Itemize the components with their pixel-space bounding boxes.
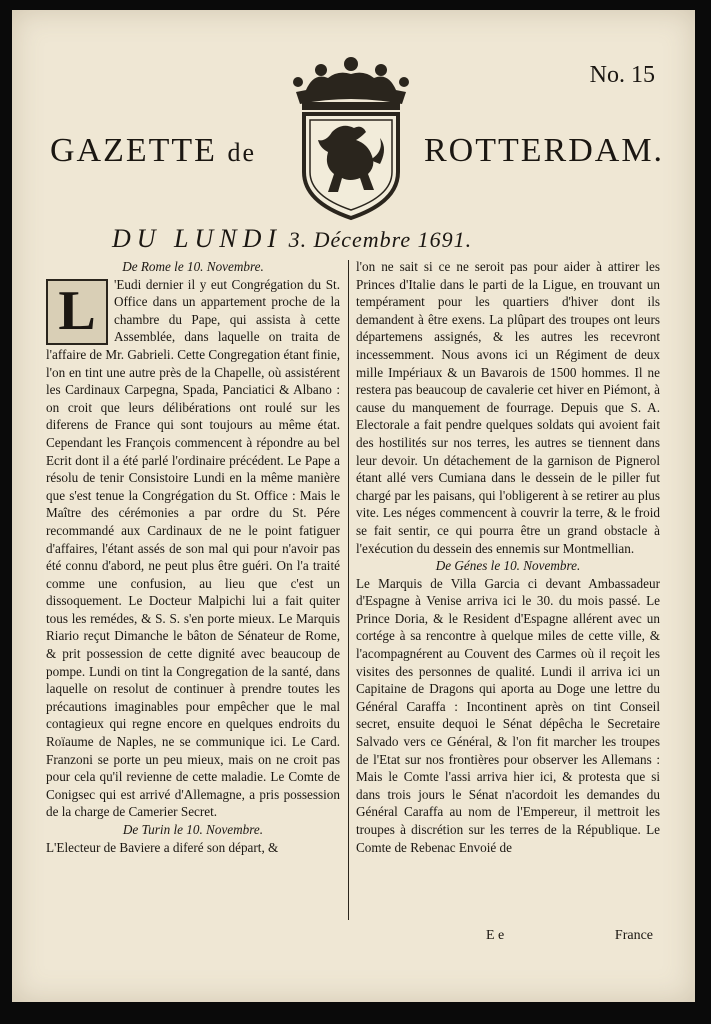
catchword: France — [614, 928, 653, 943]
column-divider — [348, 260, 349, 920]
masthead-title-left — [50, 132, 256, 170]
signature-mark: E e — [486, 928, 505, 943]
article-genoa: Le Marquis de Villa Garcia ci devant Ambassadeur d'Espagne à Venise arriva ici le 30. du mois passé. Le Prince Doria, & le Resident d'Espagne allérent avec un cortége à sa rencontre à quelque miles de cette ville, & l'acompagnérent au Couvent des Carmes où il reçoit les visites des personnes de qualité. Lundi il arriva ici un Capitaine de Dragons qui aporta au Doge une lettre du Général Caraffa : Incontinent après on tint Conseil secret, ensuite dequoi le Sénat dépêcha le Secretaire Salvado vers ce Général, & l'on fit marcher les troupes de l'Etat sur nos frontières pour observer les Allemans : Mais le Comte l'assi arriva hier ici, & protesta que si dans trois jours le Sénat n'acordoit les demandes du Général Caraffa au nom de l'Empereur, il mettroit les troupes à discrétion sur les terres de la République. Le Comte de Rebenac Envoié de — [356, 575, 660, 855]
decorated-initial — [46, 279, 108, 345]
masthead-connector: de — [227, 138, 256, 167]
news-heading-turin: De Turin le 10. Novembre. — [122, 822, 264, 837]
left-column — [46, 258, 340, 856]
issue-number: No. 15 — [589, 62, 655, 88]
masthead-title-right: ROTTERDAM. — [424, 132, 665, 169]
dateline — [112, 224, 592, 254]
decorated-initial-letter: L — [58, 279, 96, 342]
news-heading-rome: De Rome le 10. Novembre. — [122, 259, 264, 274]
article-turin-start: L'Electeur de Baviere a diferé son départ, & — [46, 839, 279, 855]
newspaper-page — [12, 10, 695, 1002]
dateline-date: 3. Décembre 1691. — [288, 227, 473, 252]
dateline-day: DU LUNDI — [112, 224, 283, 253]
article-rome: 'Eudi dernier il y eut Congrégation du St. Office dans un appartement proche de la chambre du Pape, qui assista à cette Assemblée, dans laquelle on traita de l'affaire de Mr. Gabrieli. Cette Congregation étant finie, l'on en tint une autre près de la Chapelle, où assistérent les Cardinaux Carpegna, Spada, Panciatici & Albano : on croit que leurs délibérations ont roulé sur les diferens de France qui sont toujours au même état. Cependant les François commencent à répondre au bel Ecrit dont il a été parlé l'ordinaire précédent. Le Pape a résolu de tenir Consistoire Lundi en la même manière que s'est tenue la Congrégation du St. Office : Mais le Maître des cérémonies a par ordre du St. Pére recommandé aux Cardinaux de ne le point fatiguer d'affaires, l'étant assés de son mal qui pour n'avoir pas été connu d'abord, ne peut plus être guéri. On l'a traité comme une confusion, au lieu que c'est un dissoquement. Le Docteur Malpichi lui a fait quiter tous les remédes, & S. S. s'en porte mieux. Le Marquis Riario reçut Dimanche le bâton de Sénateur de Rome, & prit possession de cette dignité avec beaucoup de pompe. Lundi on tint la Congregation de la santé, dans laquelle on resolut de continuer à prendre toutes les précautions imaginables pour empêcher que le mal contagieux qui regne encore en quelques endroits du Roïaume de Naples, ne se communique ici. Le Card. Franzoni se porte un peu mieux, mais on ne croit pas pour cela qu'il revienne de cette maladie. Le Comte de Conigsec qui est arrivé d'Allemagne, a pris possession de la charge de Camerier Secret. — [46, 276, 340, 820]
right-column — [356, 258, 660, 856]
news-heading-genoa: De Génes le 10. Novembre. — [435, 558, 581, 574]
coat-of-arms-icon — [276, 52, 426, 224]
article-turin-continued: l'on ne sait si ce ne seroit pas pour aider à attirer les Princes d'Italie dans le parti de la Ligue, en trouvant un tempérament pour les quartiers d'hiver dont ils demandent à être exens. La plûpart des troupes ont leurs départemens assignés, & les autres les recevront incessemment. Nous avons ici un Régiment de deux mille Impériaux & un Bavarois de 1500 hommes. Il ne restera pas beaucoup de cavalerie cet hiver en Piémont, à cause du manquement de fourrage. Depuis que S. A. Electorale a fait pendre quelques soldats qui avoient fait des hostilités sur nos terres, les autres se tiennent dans leur devoir. Un détachement de la garnison de Pignerol étant allé vers Cumiana dans le dessein de le piller fut chargé par les paisans, qui l'obligerent à se retirer au plus vite. Les néges commencent à couvrir la terre, & le froid se fait sentir, ce qui pourra être un grand obstacle à l'exécution du dessein des ennemis sur Montmellian. — [356, 259, 660, 556]
masthead-gazette: GAZETTE — [50, 132, 217, 169]
